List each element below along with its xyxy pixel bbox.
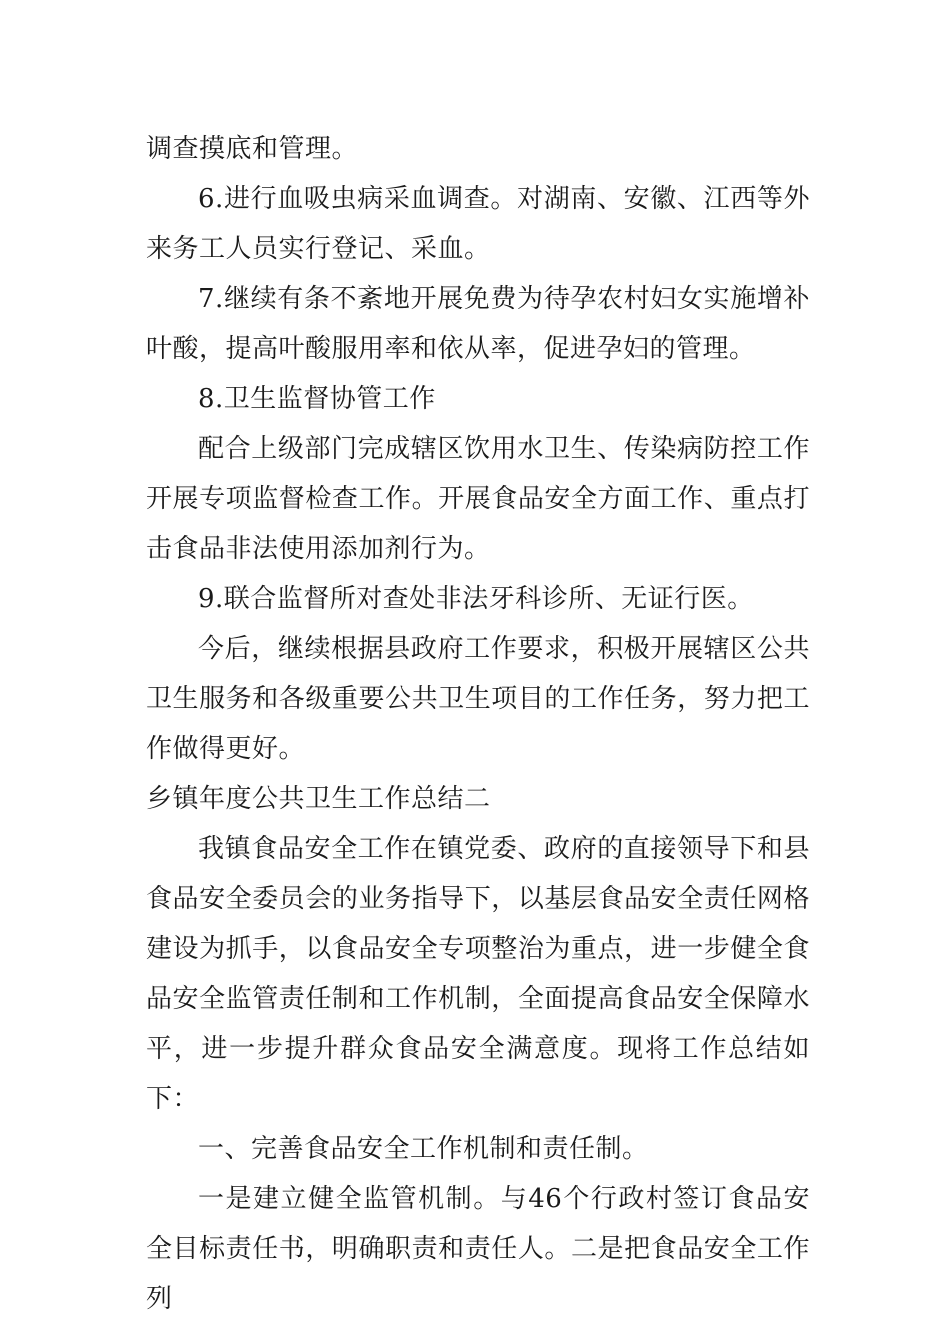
paragraph-item-7: 7.继续有条不紊地开展免费为待孕农村妇女实施增补叶酸，提高叶酸服用率和依从率，促进孕妇的管理。 xyxy=(146,284,810,364)
paragraph-outlook: 今后，继续根据县政府工作要求，积极开展辖区公共卫生服务和各级重要公共卫生项目的工作任务，努力把工作做得更好。 xyxy=(146,634,810,764)
paragraph-summary-intro: 我镇食品安全工作在镇党委、政府的直接领导下和县食品安全委员会的业务指导下，以基层食品安全责任网格建设为抓手，以食品安全专项整治为重点，进一步健全食品安全监管责任制和工作机制，全面提高食品安全保障水平，进一步提升群众食品安全满意度。现将工作总结如下： xyxy=(146,834,810,1114)
paragraph-intro-continuation: 调查摸底和管理。 xyxy=(146,134,359,164)
paragraph-item-8-detail: 配合上级部门完成辖区饮用水卫生、传染病防控工作开展专项监督检查工作。开展食品安全方面工作、重点打击食品非法使用添加剂行为。 xyxy=(146,434,810,564)
paragraph-mechanism: 一是建立健全监管机制。与46个行政村签订食品安全目标责任书，明确职责和责任人。二是把食品安全工作列 xyxy=(146,1184,810,1314)
document-body xyxy=(146,124,810,1324)
paragraph-item-6: 6.进行血吸虫病采血调查。对湖南、安徽、江西等外来务工人员实行登记、采血。 xyxy=(146,184,810,264)
paragraph-item-8: 8.卫生监督协管工作 xyxy=(198,384,436,414)
paragraph-item-9: 9.联合监督所对查处非法牙科诊所、无证行医。 xyxy=(198,584,754,614)
paragraph-subheading-one: 一、完善食品安全工作机制和责任制。 xyxy=(198,1134,649,1164)
section-heading: 乡镇年度公共卫生工作总结二 xyxy=(146,784,491,814)
